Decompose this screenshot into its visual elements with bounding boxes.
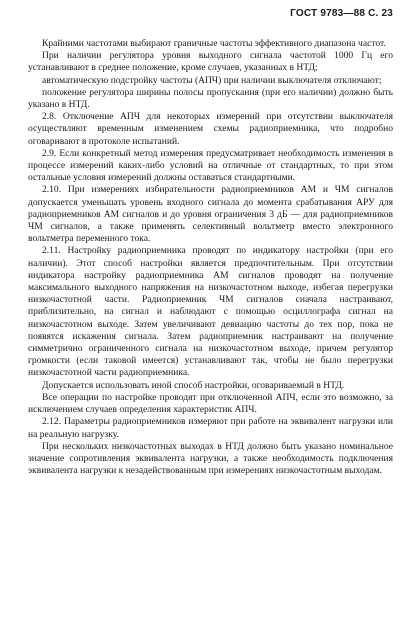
paragraph: Все операции по настройке проводят при отключенной АПЧ, если это возможно, за исключением случаев определения характеристик АПЧ. [28, 391, 393, 416]
paragraph: автоматическую подстройку частоты (АПЧ) при наличии выключателя отключают; [42, 74, 382, 86]
paragraph: положение регулятора ширины полосы пропускания (при его наличии) должно быть указано в НТД. [28, 86, 393, 111]
paragraph: Допускается использовать иной способ настройки, оговариваемый в НТД. [42, 379, 345, 391]
paragraph: Крайними частотами выбирают граничные частоты эффективного диапазона частот. [42, 38, 386, 49]
page-header: ГОСТ 9783—88 С. 23 [290, 8, 393, 19]
body-text [28, 38, 393, 477]
section-2-11: 2.11. Настройку радиоприемника проводят по индикатору настройки (при его наличии). Этот способ настройки является предпочтительным. При отсутствии индикатора настройку радиоприемника АМ сигналов проводят на получение максимального выходного напряжения на низкочастотном выходе, избегая перегрузки низкочастотной части. Радиоприемник ЧМ сигналов сначала настраивают, приблизительно, на сигнал и наблюдают с помощью осциллографа сигнал на низкочастотном выходе. Затем увеличивают девиацию частоты до тех пор, пока не появятся искажения сигнала. Затем радиоприемник настраивают на получение симметрично ограниченного сигнала на низкочастотном выходе, причем регулятор громкости (если таковой имеется) устанавливают так, чтобы не было перегрузки низкочастотной части радиоприемника. [28, 245, 393, 379]
section-2-9: 2.9. Если конкретный метод измерения предусматривает необходимость изменения в процессе измерений каких-либо условий на отличные от стандартных, то при этом остальные условия измерений должны оставаться стандартными. [28, 147, 393, 184]
section-2-12: 2.12. Параметры радиоприемников измеряют при работе на эквивалент нагрузки или на реальную нагрузку. [28, 416, 393, 440]
paragraph: При нескольких низкочастотных выходах в НТД должно быть указано номинальное значение сопротивления эквивалента нагрузки, а также необходимость подключения эквивалента нагрузки к незадействованным при измерениях низкочастотным выходам. [28, 440, 393, 477]
section-2-8: 2.8. Отключение АПЧ для некоторых измерений при отсутствии выключателя осуществляют временным изменением схемы радиоприемника, что подробно оговаривают в протоколе испытаний. [28, 111, 393, 147]
section-2-10: 2.10. При измерениях избирательности радиоприемников АМ и ЧМ сигналов допускается уменьшать уровень входного сигнала до момента срабатывания АРУ для радиоприемников АМ сигналов и до уровня ограничения 3 дБ — для радиоприемников ЧМ сигналов, а также применять селективный вольтметр вместо электронного вольтметра переменного тока. [28, 184, 393, 245]
paragraph: При наличии регулятора уровня выходного сигнала частотой 1000 Гц его устанавливают в среднее положение, кроме случаев, указанных в НТД; [28, 50, 393, 74]
